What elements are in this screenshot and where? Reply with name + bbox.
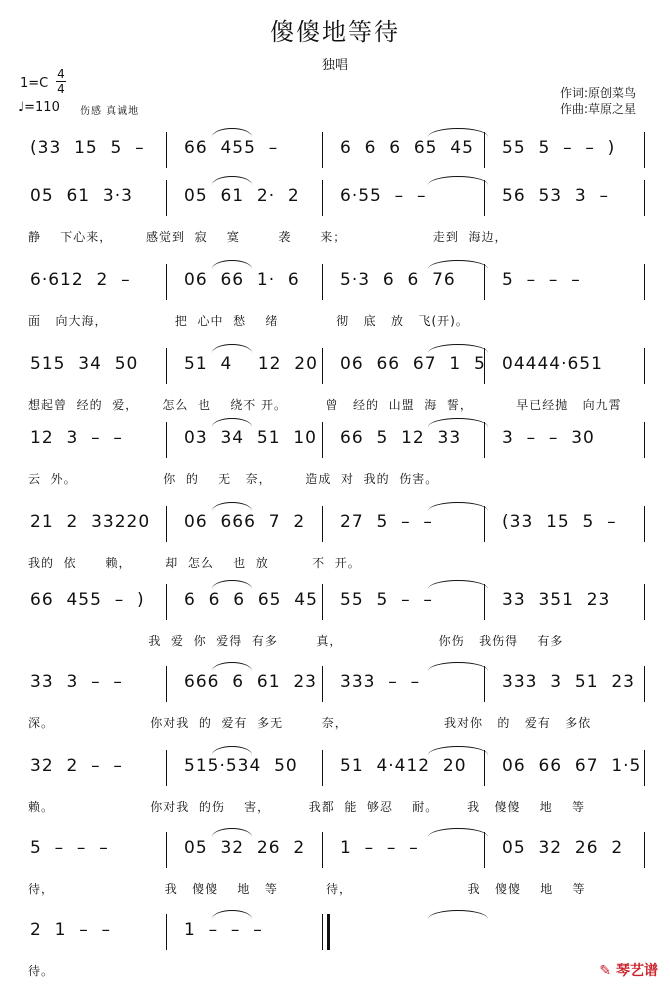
slur	[212, 662, 252, 671]
measure: 6·55 – –	[340, 186, 427, 206]
barline	[322, 666, 323, 702]
slur	[428, 128, 488, 137]
barline	[484, 264, 485, 300]
lyrics-line: 云 外。 你 的 无 奈， 造成 对 我的 伤害。	[28, 472, 439, 486]
measure: 1 – – –	[184, 920, 263, 940]
measure: 05 32 26 2	[184, 838, 306, 858]
site-logo	[599, 960, 658, 980]
slur	[212, 502, 252, 511]
measure: 5 – – –	[30, 838, 109, 858]
barline	[166, 666, 167, 702]
measure: 6·612 2 –	[30, 270, 131, 290]
barline	[322, 832, 323, 868]
measure: 5·3 6 6 76	[340, 270, 456, 290]
measure: 1 – – –	[340, 838, 419, 858]
barline	[166, 914, 167, 950]
measure: 33 351 23	[502, 590, 611, 610]
barline	[166, 506, 167, 542]
measure: 27 5 – –	[340, 512, 433, 532]
barline	[644, 506, 645, 542]
logo-text: 琴艺谱	[616, 963, 658, 979]
score-row	[0, 428, 640, 498]
time-signature-top: 4	[57, 67, 65, 81]
measure: 21 2 33220	[30, 512, 151, 532]
slur	[428, 344, 488, 353]
measure: 6 6 6 65 45	[184, 590, 318, 610]
measure: (33 15 5 –	[30, 138, 145, 158]
slur	[212, 344, 252, 353]
barline	[484, 666, 485, 702]
score-row	[0, 920, 640, 990]
barline	[484, 348, 485, 384]
barline	[322, 180, 323, 216]
barline	[644, 264, 645, 300]
barline	[322, 584, 323, 620]
measure: 06 66 67 1·5	[502, 756, 642, 776]
slur	[212, 260, 252, 269]
measure: 04444·651	[502, 354, 603, 374]
lyrics-line: 待， 我 傻傻 地 等 待， 我 傻傻 地 等	[28, 882, 586, 896]
barline	[484, 422, 485, 458]
measure: 51 4 12 20	[184, 354, 318, 374]
score-row	[0, 756, 640, 826]
slur	[428, 910, 488, 919]
score-row	[0, 838, 640, 908]
barline	[166, 132, 167, 168]
score-row	[0, 354, 640, 424]
barline	[484, 584, 485, 620]
barline	[322, 422, 323, 458]
measure: 05 32 26 2	[502, 838, 624, 858]
slur	[428, 828, 488, 837]
score-row	[0, 590, 640, 660]
barline	[166, 750, 167, 786]
measure: 2 1 – –	[30, 920, 112, 940]
barline	[322, 348, 323, 384]
measure: 333 – –	[340, 672, 421, 692]
measure: 12 3 – –	[30, 428, 123, 448]
measure: 33 3 – –	[30, 672, 123, 692]
barline	[644, 750, 645, 786]
measure: 05 61 3·3	[30, 186, 133, 206]
slur	[212, 746, 252, 755]
measure: 56 53 3 –	[502, 186, 610, 206]
barline	[484, 506, 485, 542]
measure: 333 3 51 23	[502, 672, 635, 692]
measure: 06 666 7 2	[184, 512, 306, 532]
barline	[166, 584, 167, 620]
lyrics-line: 待。	[28, 964, 55, 978]
lyrics-line: 想起曾 经的 爱， 怎么 也 绕不 开。 曾 经的 山盟 海 誓， 早已经抛 向九霄	[28, 398, 622, 412]
barline	[644, 422, 645, 458]
measure: 515 34 50	[30, 354, 139, 374]
barline	[484, 180, 485, 216]
measure: 66 455 – )	[30, 590, 145, 610]
lyrics-line: 我的 依 赖， 却 怎么 也 放 不 开。	[28, 556, 361, 570]
lyrics-line: 静 下心来， 感觉到 寂 寞 袭 来； 走到 海边，	[28, 230, 508, 244]
logo-icon: ✎	[599, 963, 612, 979]
final-barline	[322, 914, 330, 950]
measure: 3 – – 30	[502, 428, 595, 448]
measure: 66 455 –	[184, 138, 279, 158]
slur	[212, 128, 252, 137]
measure: 03 34 51 10	[184, 428, 317, 448]
slur	[428, 746, 488, 755]
slur	[428, 502, 488, 511]
mood-marking: 伤感 真诚地	[80, 106, 140, 117]
lyricist-credit: 作词:原创菜鸟	[560, 86, 637, 100]
song-title: 傻傻地等待	[270, 18, 400, 46]
barline	[644, 584, 645, 620]
slur	[212, 828, 252, 837]
score-row	[0, 672, 640, 742]
measure: 66 5 12 33	[340, 428, 462, 448]
barline	[484, 750, 485, 786]
barline	[166, 422, 167, 458]
score-row	[0, 512, 640, 582]
barline	[644, 132, 645, 168]
measure: 06 66 1· 6	[184, 270, 300, 290]
measure: 32 2 – –	[30, 756, 123, 776]
barline	[322, 132, 323, 168]
lyrics-line: 面 向大海， 把 心中 愁 绪 彻 底 放 飞(开)。	[28, 314, 469, 328]
measure: 5 – – –	[502, 270, 581, 290]
barline	[322, 506, 323, 542]
measure: (33 15 5 –	[502, 512, 617, 532]
score-row	[0, 270, 640, 340]
measure: 6 6 6 65 45	[340, 138, 474, 158]
key-signature: 1=C	[20, 76, 49, 91]
measure: 666 6 61 23	[184, 672, 317, 692]
score-row	[0, 186, 640, 256]
tempo-marking: ♩=110	[18, 100, 60, 115]
slur	[428, 260, 488, 269]
measure: 515·534 50	[184, 756, 298, 776]
lyrics-line: 赖。 你对我 的伤 害， 我都 能 够忍 耐。 我 傻傻 地 等	[28, 800, 586, 814]
barline	[644, 832, 645, 868]
barline	[166, 832, 167, 868]
slur	[428, 662, 488, 671]
measure: 55 5 – – )	[502, 138, 616, 158]
barline	[166, 348, 167, 384]
time-signature-bottom: 4	[57, 82, 65, 96]
measure: 51 4·412 20	[340, 756, 467, 776]
barline	[644, 666, 645, 702]
barline	[484, 832, 485, 868]
measure: 05 61 2· 2	[184, 186, 300, 206]
barline	[322, 750, 323, 786]
barline	[166, 264, 167, 300]
time-signature	[56, 68, 66, 95]
slur	[212, 910, 252, 919]
barline	[484, 132, 485, 168]
barline	[166, 180, 167, 216]
barline	[322, 264, 323, 300]
barline	[644, 348, 645, 384]
performance-type: 独唱	[321, 58, 348, 73]
composer-credit: 作曲:草原之星	[560, 102, 637, 116]
lyrics-line: 深。 你对我 的 爱有 多无 奈， 我对你 的 爱有 多依	[28, 716, 592, 730]
measure: 55 5 – –	[340, 590, 433, 610]
barline	[644, 180, 645, 216]
measure: 06 66 67 1 5	[340, 354, 486, 374]
lyrics-line: 我 爱 你 爱得 有多 真， 你伤 我伤得 有多	[28, 634, 564, 648]
